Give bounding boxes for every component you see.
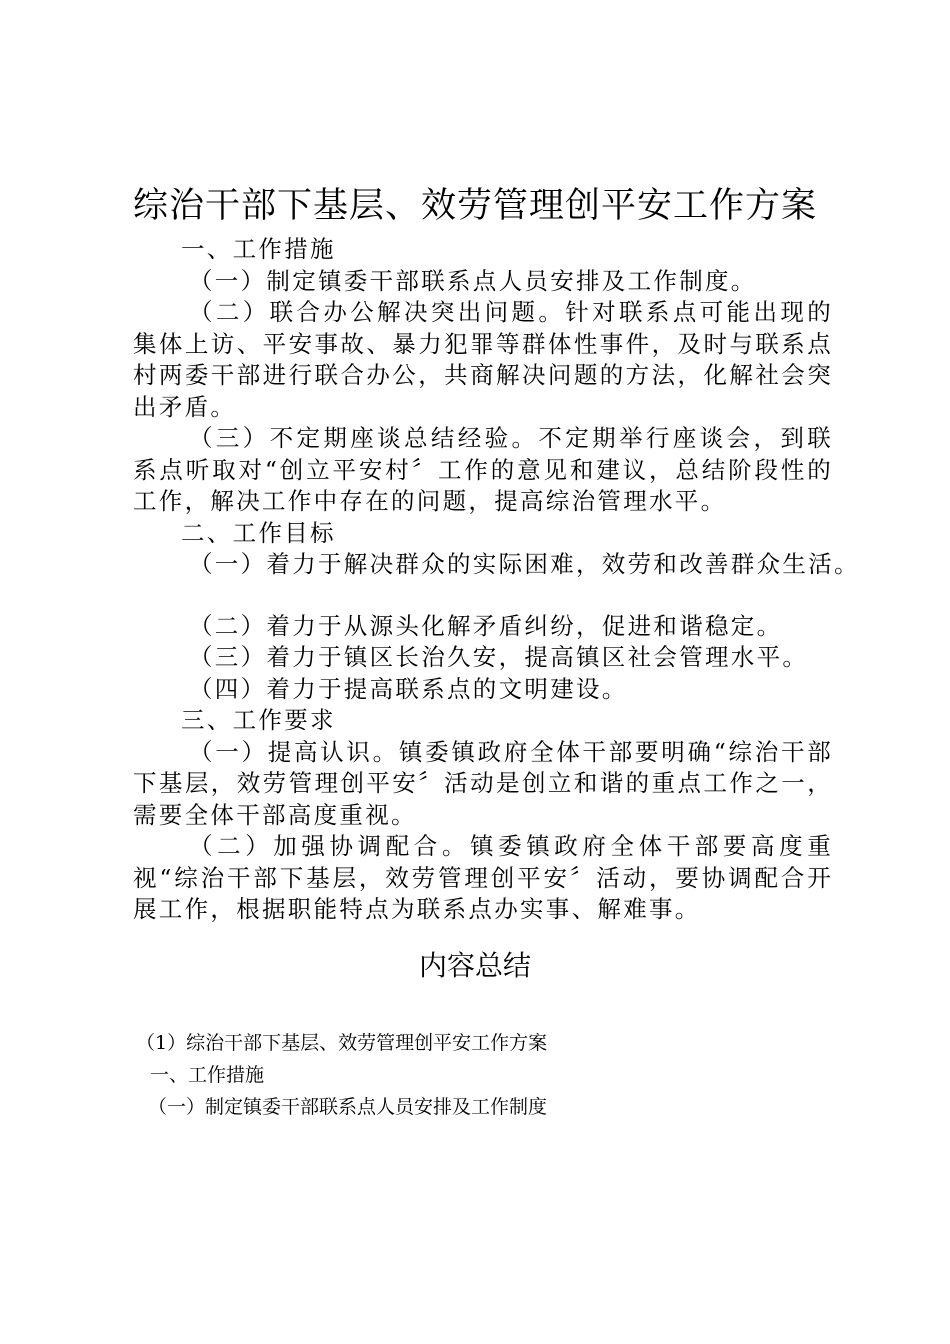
section-heading-requirements: 三、工作要求 [181,706,336,734]
summary-block [136,1027,836,1123]
goal-paragraph-2: （二）着力于从源头化解矛盾纠纷，促进和谐稳定。 [189,611,783,640]
paragraph-gap [133,581,833,611]
goal-paragraph-4: （四）着力于提高联系点的文明建设。 [189,674,628,703]
goal-paragraph-3: （三）着力于镇区长治久安，提高镇区社会管理水平。 [189,643,809,671]
measure-paragraph-1: （一）制定镇委干部联系点人员安排及工作制度。 [189,266,757,295]
section-heading-measures: 一、工作措施 [181,235,336,263]
goal-paragraph-1: （一）着力于解决群众的实际困难，效劳和改善群众生活。 [189,550,860,578]
document-body [133,234,860,926]
measure-paragraph-2: （二）联合办公解决突出问题。针对联系点可能出现的集体上访、平安事故、暴力犯罪等群体性事件，及时与联系点村两委干部进行联合办公，共商解决问题的方法，化解社会突出矛盾。 [133,298,833,421]
section-heading-goals: 二、工作目标 [181,518,336,547]
requirement-paragraph-2: （二）加强协调配合。镇委镇政府全体干部要高度重视“综治干部下基层，效劳管理创平安〞活动，要协调配合开展工作，根据职能特点为联系点办实事、解难事。 [133,832,833,923]
summary-line-3: （一）制定镇委干部联系点人员安排及工作制度 [148,1096,548,1118]
summary-line-1: （1）综治干部下基层、效劳管理创平安工作方案 [136,1032,548,1054]
summary-title: 内容总结 [418,949,531,982]
document-title: 综治干部下基层、效劳管理创平安工作方案 [132,186,817,226]
measure-paragraph-3: （三）不定期座谈总结经验。不定期举行座谈会，到联系点听取对“创立平安村〞工作的意见和建议，总结阶段性的工作，解决工作中存在的问题，提高综治管理水平。 [133,424,833,515]
requirement-paragraph-1: （一）提高认识。镇委镇政府全体干部要明确“综治干部下基层，效劳管理创平安〞活动是创立和谐的重点工作之一，需要全体干部高度重视。 [133,737,833,829]
summary-line-2: 一、工作措施 [150,1064,265,1086]
